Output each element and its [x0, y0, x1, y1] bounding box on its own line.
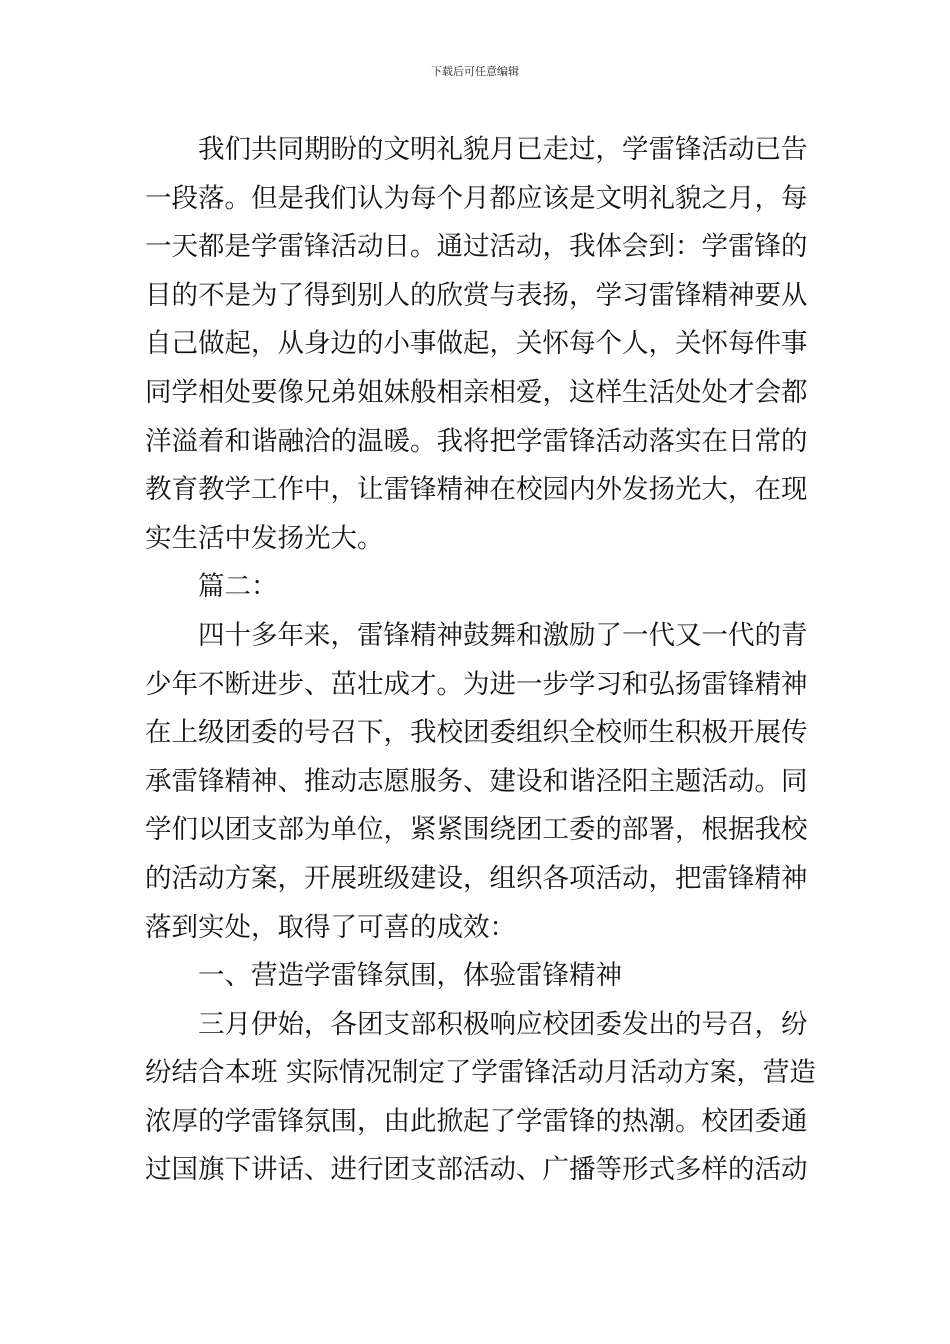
- text-line: 教育教学工作中，让雷锋精神在校园内外发扬光大，在现: [145, 474, 808, 506]
- text-line: 浓厚的学雷锋氛围，由此掀起了学雷锋的热潮。校团委通: [145, 1105, 808, 1137]
- document-body: [145, 126, 816, 1195]
- text-line: 洋溢着和谐融洽的温暖。我将把学雷锋活动落实在日常的: [145, 425, 808, 457]
- text-line: 落到实处，取得了可喜的成效：: [145, 911, 516, 943]
- text-line: 一段落。但是我们认为每个月都应该是文明礼貌之月，每: [145, 182, 808, 214]
- text-line: 篇二：: [198, 571, 278, 603]
- text-line: 三月伊始，各团支部积极响应校团委发出的号召，纷: [198, 1008, 808, 1040]
- text-line: 目的不是为了得到别人的欣赏与表扬，学习雷锋精神要从: [145, 279, 808, 311]
- text-line: 承雷锋精神、推动志愿服务、建设和谐泾阳主题活动。同: [145, 765, 808, 797]
- text-line: 同学相处要像兄弟姐妹般相亲相爱，这样生活处处才会都: [145, 376, 808, 408]
- text-line: 四十多年来，雷锋精神鼓舞和激励了一代又一代的青: [198, 619, 808, 651]
- text-line: 学们以团支部为单位，紧紧围绕团工委的部署，根据我校: [145, 814, 808, 846]
- text-line: 纷结合本班 实际情况制定了学雷锋活动月活动方案，营造: [145, 1057, 816, 1089]
- text-line: 少年不断进步、茁壮成才。为进一步学习和弘扬雷锋精神: [145, 668, 808, 700]
- text-line: 一、营造学雷锋氛围，体验雷锋精神: [198, 960, 622, 992]
- text-line: 的活动方案，开展班级建设，组织各项活动，把雷锋精神: [145, 862, 808, 894]
- page-header: 下载后可任意编辑: [431, 65, 519, 78]
- text-line: 过国旗下讲话、进行团支部活动、广播等形式多样的活动: [145, 1154, 808, 1186]
- text-line: 我们共同期盼的文明礼貌月已走过，学雷锋活动已告: [198, 134, 808, 165]
- text-line: 在上级团委的号召下，我校团委组织全校师生积极开展传: [145, 717, 808, 749]
- text-line: 自己做起，从身边的小事做起，关怀每个人，关怀每件事: [145, 328, 808, 360]
- text-line: 实生活中发扬光大。: [145, 522, 384, 554]
- text-line: 一天都是学雷锋活动日。通过活动，我体会到：学雷锋的: [145, 231, 808, 263]
